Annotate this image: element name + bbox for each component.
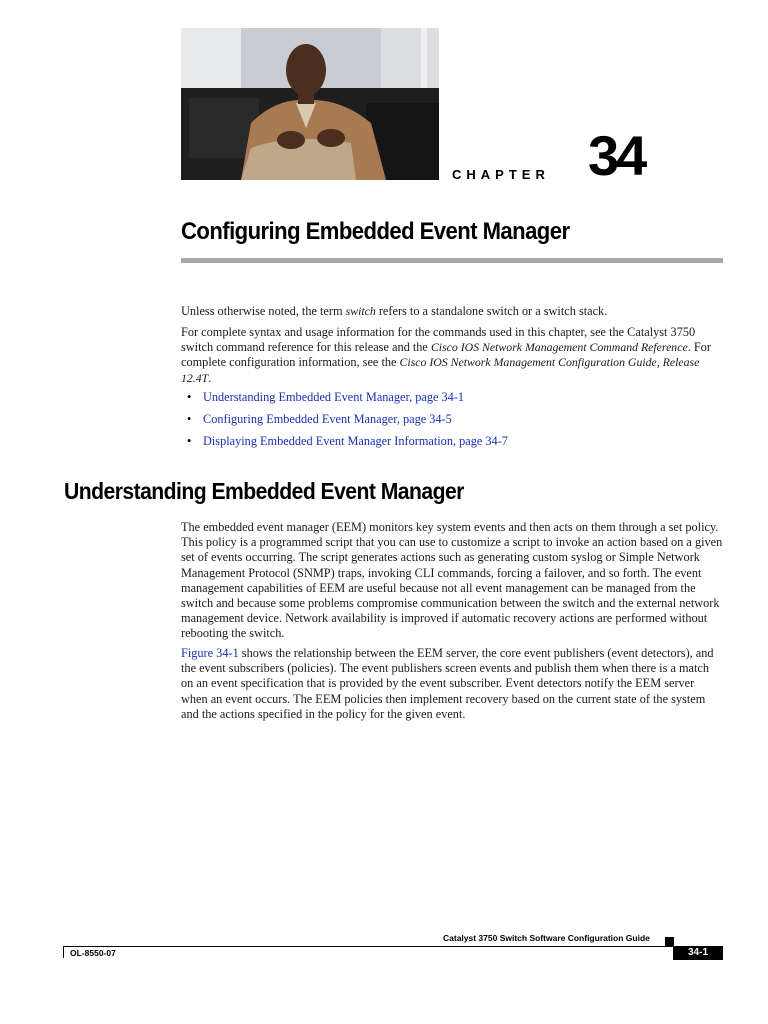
reference-command: Cisco IOS Network Management Command Reference [430,340,688,355]
toc-item [187,412,508,427]
bullet-icon: • [187,390,192,404]
chapter-title: Configuring Embedded Event Manager [181,218,570,245]
section-paragraph-2: Figure 34-1 shows the relationship between the EEM server, the core event publishers (event detectors), and the event subscribers (policies). The event publishers screen events and publish them when there is a match on an event specification that is provided by the event subscriber. Event detectors notify the EEM server when an event occurs. The EEM policies then implement recovery based on the current state of the system and the actions specified in the policy for the given event. [181,646,714,721]
section-paragraph-1: The embedded event manager (EEM) monitors key system events and then acts on them through a set policy. This policy is a programmed script that you can use to customize a script to invoke an action based on a given set of events occurring. The script generates actions such as generating custom syslog or Simple Network Management Protocol (SNMP) traps, invoking CLI commands, forcing a failover, and so forth. The event management capabilities of EEM are useful because not all event management can be managed from the switch and because some problems compromise communication between the switch and the external network management device. Network availability is improved if automatic recovery actions are performed without rebooting the switch. [181,520,723,641]
chapter-label: CHAPTER [452,167,550,182]
footer-tick [63,946,64,958]
chapter-photo [181,28,439,180]
toc-link-displaying[interactable]: Displaying Embedded Event Manager Information, page 34-7 [203,434,508,448]
reference-config-guide: Cisco IOS Network Management Configuration Guide, Release 12.4T [181,355,700,385]
bullet-icon: • [187,412,192,426]
toc-link-understanding[interactable]: Understanding Embedded Event Manager, page 34-1 [203,390,465,404]
toc-link-configuring[interactable]: Configuring Embedded Event Manager, page 34-5 [203,412,452,426]
term-switch: switch [345,304,376,318]
section-title: Understanding Embedded Event Manager [64,478,464,504]
chapter-number: 34 [588,124,645,187]
toc-item [187,434,508,449]
footer-guide-title: Catalyst 3750 Switch Software Configuration Guide [443,933,650,943]
footer-rule [63,946,723,947]
bullet-icon: • [187,434,192,448]
toc-item [187,390,508,405]
footer-doc-number: OL-8550-07 [70,948,116,958]
page-number-badge: 34-1 [673,946,723,960]
title-rule [181,258,723,263]
figure-link[interactable]: Figure 34-1 [181,646,239,660]
toc-list [187,390,508,456]
intro-paragraph-1: Unless otherwise noted, the term switch refers to a standalone switch or a switch stack. [181,304,608,318]
footer-marker [665,937,674,946]
intro-paragraph-2: For complete syntax and usage information for the commands used in this chapter, see the Catalyst 3750 switch command reference for this release and the Cisco IOS Network Management Command Reference. For complete configuration information, see the Cisco IOS Network Management Configuration Guide, Release 12.4T. [181,325,711,385]
